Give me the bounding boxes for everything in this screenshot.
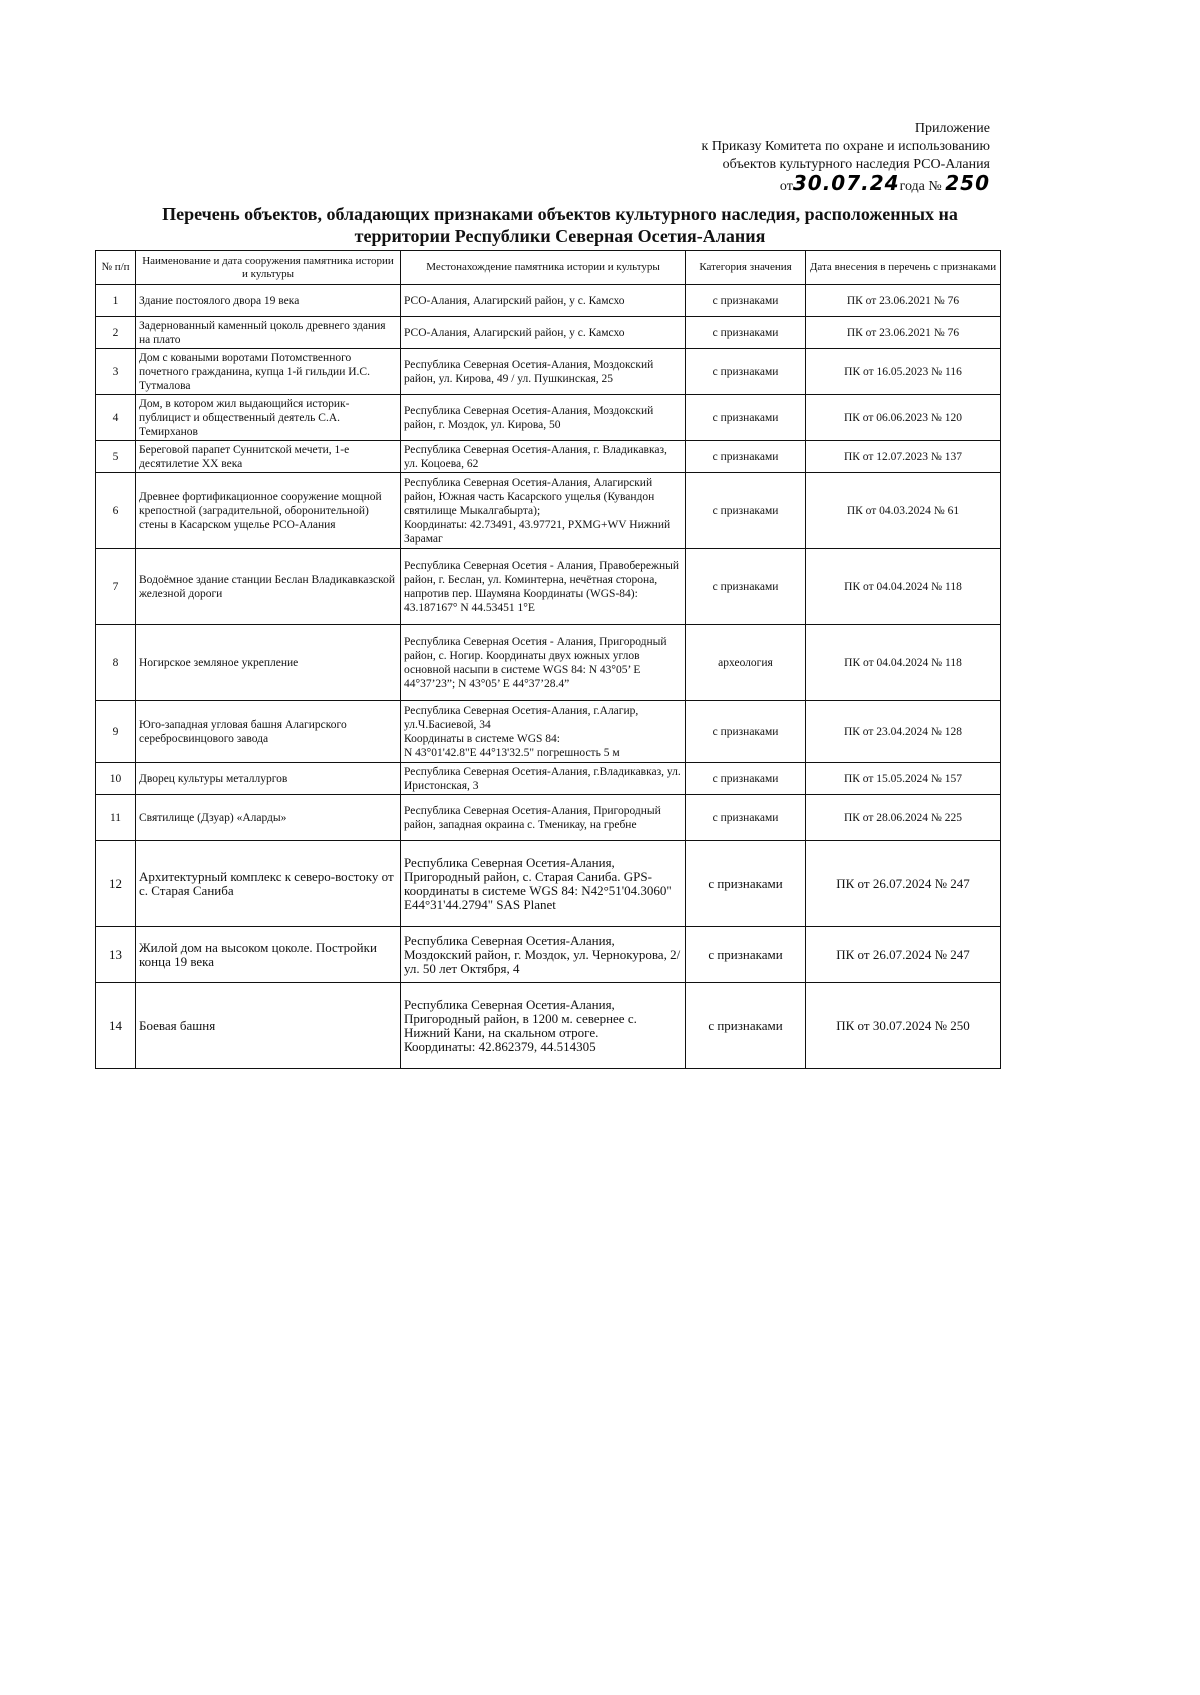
row-number: 3: [96, 349, 136, 395]
appendix-header: [520, 120, 990, 196]
table-row: [96, 625, 1001, 701]
title-line-1: Перечень объектов, обладающих признаками объектов культурного наследия, расположенных на: [162, 204, 958, 224]
row-number: 12: [96, 841, 136, 927]
table-row: [96, 285, 1001, 317]
title-line-2: территории Республики Северная Осетия-Алания: [354, 226, 766, 246]
object-location: [401, 441, 686, 473]
row-number: 1: [96, 285, 136, 317]
table-row: [96, 473, 1001, 549]
category-value: с признаками: [686, 841, 806, 927]
row-number: 14: [96, 983, 136, 1069]
table-header-row: [96, 251, 1001, 285]
table-row: [96, 395, 1001, 441]
date-prefix: от: [779, 179, 793, 194]
column-header-number: № п/п: [96, 251, 136, 285]
row-number: 4: [96, 395, 136, 441]
location-line: Координаты: 42.862379, 44.514305: [404, 1038, 596, 1054]
table-row: [96, 441, 1001, 473]
location-line: Координаты в системе WGS 84:: [404, 732, 560, 745]
table-row: [96, 349, 1001, 395]
order-line: к Приказу Комитета по охране и использованию: [701, 139, 990, 154]
object-location: [401, 983, 686, 1069]
table-row: [96, 841, 1001, 927]
row-number: 13: [96, 927, 136, 983]
row-number: 2: [96, 317, 136, 349]
inclusion-date: ПК от 04.04.2024 № 118: [806, 625, 1001, 701]
object-name: Дом, в котором жил выдающийся историк-публицист и общественный деятель С.А. Темирханов: [136, 395, 401, 441]
heritage-objects-table: [95, 250, 1001, 1069]
object-location: [401, 763, 686, 795]
year-word: года №: [899, 179, 942, 194]
object-location: [401, 625, 686, 701]
table-body: [96, 285, 1001, 1069]
location-line: Республика Северная Осетия - Алания, Правобережный район, г. Беслан, ул. Коминтерна, нечётная сторона, напротив пер. Шаумяна Координаты (WGS-84): 43.187167° N 44.53451 1°E: [404, 559, 679, 614]
location-line: N 43°01'42.8"E 44°13'32.5" погрешность 5 м: [404, 746, 620, 759]
row-number: 7: [96, 549, 136, 625]
inclusion-date: ПК от 06.06.2023 № 120: [806, 395, 1001, 441]
inclusion-date: ПК от 15.05.2024 № 157: [806, 763, 1001, 795]
category-value: с признаками: [686, 441, 806, 473]
org-line: объектов культурного наследия РСО-Алания: [722, 157, 990, 172]
inclusion-date: ПК от 23.06.2021 № 76: [806, 285, 1001, 317]
object-name: Береговой парапет Суннитской мечети, 1-е десятилетие XX века: [136, 441, 401, 473]
inclusion-date: ПК от 26.07.2024 № 247: [806, 927, 1001, 983]
inclusion-date: ПК от 04.04.2024 № 118: [806, 549, 1001, 625]
location-line: Республика Северная Осетия-Алания, г. Владикавказ, ул. Коцоева, 62: [404, 443, 667, 470]
date-line: [520, 171, 990, 196]
inclusion-date: ПК от 26.07.2024 № 247: [806, 841, 1001, 927]
inclusion-date: ПК от 23.04.2024 № 128: [806, 701, 1001, 763]
location-line: Республика Северная Осетия - Алания, Пригородный район, с. Ногир. Координаты двух южных углов основной насыпи в системе WGS 84: N 43°05’ E 44°37’23”; N 43°05’ E 44°37’28.4”: [404, 635, 667, 690]
category-value: археология: [686, 625, 806, 701]
category-value: с признаками: [686, 285, 806, 317]
location-line: Республика Северная Осетия-Алания, Моздокский район, ул. Кирова, 49 / ул. Пушкинская, 25: [404, 358, 654, 385]
table-row: [96, 763, 1001, 795]
category-value: с признаками: [686, 473, 806, 549]
object-location: [401, 395, 686, 441]
category-value: с признаками: [686, 795, 806, 841]
inclusion-date: ПК от 16.05.2023 № 116: [806, 349, 1001, 395]
object-name: Водоёмное здание станции Беслан Владикавказской железной дороги: [136, 549, 401, 625]
category-value: с признаками: [686, 349, 806, 395]
row-number: 8: [96, 625, 136, 701]
category-value: с признаками: [686, 701, 806, 763]
object-name: Жилой дом на высоком цоколе. Постройки конца 19 века: [136, 927, 401, 983]
category-value: с признаками: [686, 395, 806, 441]
object-name: Святилище (Дзуар) «Аларды»: [136, 795, 401, 841]
appendix-label: Приложение: [914, 121, 990, 136]
object-location: [401, 317, 686, 349]
object-location: [401, 285, 686, 317]
object-location: [401, 795, 686, 841]
object-name: Дворец культуры металлургов: [136, 763, 401, 795]
object-name: Ногирское земляное укрепление: [136, 625, 401, 701]
location-line: РСО-Алания, Алагирский район, у с. Камсхо: [404, 294, 625, 307]
row-number: 9: [96, 701, 136, 763]
row-number: 11: [96, 795, 136, 841]
table-row: [96, 701, 1001, 763]
object-location: [401, 473, 686, 549]
table-row: [96, 795, 1001, 841]
object-location: [401, 349, 686, 395]
table-row: [96, 983, 1001, 1069]
location-line: РСО-Алания, Алагирский район, у с. Камсхо: [404, 326, 625, 339]
category-value: с признаками: [686, 927, 806, 983]
category-value: с признаками: [686, 317, 806, 349]
object-location: [401, 701, 686, 763]
location-line: Республика Северная Осетия-Алания, Пригородный район, с. Старая Саниба. GPS-координаты в системе WGS 84: N42°51'04.3060" E44°31'44.2794" SAS Planet: [404, 854, 672, 912]
location-line: Республика Северная Осетия-Алания, Моздокский район, г. Моздок, ул. Чернокурова, 2/ул. 50 лет Октября, 4: [404, 932, 681, 976]
object-location: [401, 549, 686, 625]
handwritten-date: 30.07.24: [792, 171, 900, 195]
column-header-category: Категория значения: [686, 251, 806, 285]
column-header-date: Дата внесения в перечень с признаками: [806, 251, 1001, 285]
column-header-name: Наименование и дата сооружения памятника истории и культуры: [136, 251, 401, 285]
row-number: 5: [96, 441, 136, 473]
table-row: [96, 317, 1001, 349]
location-line: Республика Северная Осетия-Алания, Алагирский район, Южная часть Касарского ущелья (Кувандон святилище Мыкалгабырта);: [404, 476, 655, 517]
inclusion-date: ПК от 04.03.2024 № 61: [806, 473, 1001, 549]
object-name: Дом с коваными воротами Потомственного почетного гражданина, купца 1-й гильдии И.С. Тутмалова: [136, 349, 401, 395]
inclusion-date: ПК от 12.07.2023 № 137: [806, 441, 1001, 473]
table-row: [96, 549, 1001, 625]
inclusion-date: ПК от 23.06.2021 № 76: [806, 317, 1001, 349]
table-row: [96, 927, 1001, 983]
object-name: Архитектурный комплекс к северо-востоку от с. Старая Саниба: [136, 841, 401, 927]
object-name: Юго-западная угловая башня Алагирского серебросвинцового завода: [136, 701, 401, 763]
object-location: [401, 927, 686, 983]
location-line: Координаты: 42.73491, 43.97721, PXMG+WV Нижний Зарамаг: [404, 518, 671, 545]
row-number: 6: [96, 473, 136, 549]
handwritten-number: 250: [945, 171, 990, 195]
location-line: Республика Северная Осетия-Алания, г.Владикавказ, ул. Иристонская, 3: [404, 765, 681, 792]
object-name: Древнее фортификационное сооружение мощной крепостной (заградительной, оборонительной) стены в Касарском ущелье РСО-Алания: [136, 473, 401, 549]
column-header-location: Местонахождение памятника истории и культуры: [401, 251, 686, 285]
object-name: Боевая башня: [136, 983, 401, 1069]
location-line: Республика Северная Осетия-Алания, г.Алагир, ул.Ч.Басиевой, 34: [404, 704, 639, 731]
object-name: Здание постоялого двора 19 века: [136, 285, 401, 317]
inclusion-date: ПК от 30.07.2024 № 250: [806, 983, 1001, 1069]
row-number: 10: [96, 763, 136, 795]
object-location: [401, 841, 686, 927]
category-value: с признаками: [686, 549, 806, 625]
category-value: с признаками: [686, 983, 806, 1069]
category-value: с признаками: [686, 763, 806, 795]
object-name: Задернованный каменный цоколь древнего здания на плато: [136, 317, 401, 349]
location-line: Республика Северная Осетия-Алания, Пригородный район, западная окраина с. Тменикау, на гребне: [404, 804, 661, 831]
location-line: Республика Северная Осетия-Алания, Пригородный район, в 1200 м. севернее с. Нижний Кани, на скальном отроге.: [404, 996, 637, 1040]
location-line: Республика Северная Осетия-Алания, Моздокский район, г. Моздок, ул. Кирова, 50: [404, 404, 654, 431]
inclusion-date: ПК от 28.06.2024 № 225: [806, 795, 1001, 841]
document-title: [120, 203, 1000, 247]
